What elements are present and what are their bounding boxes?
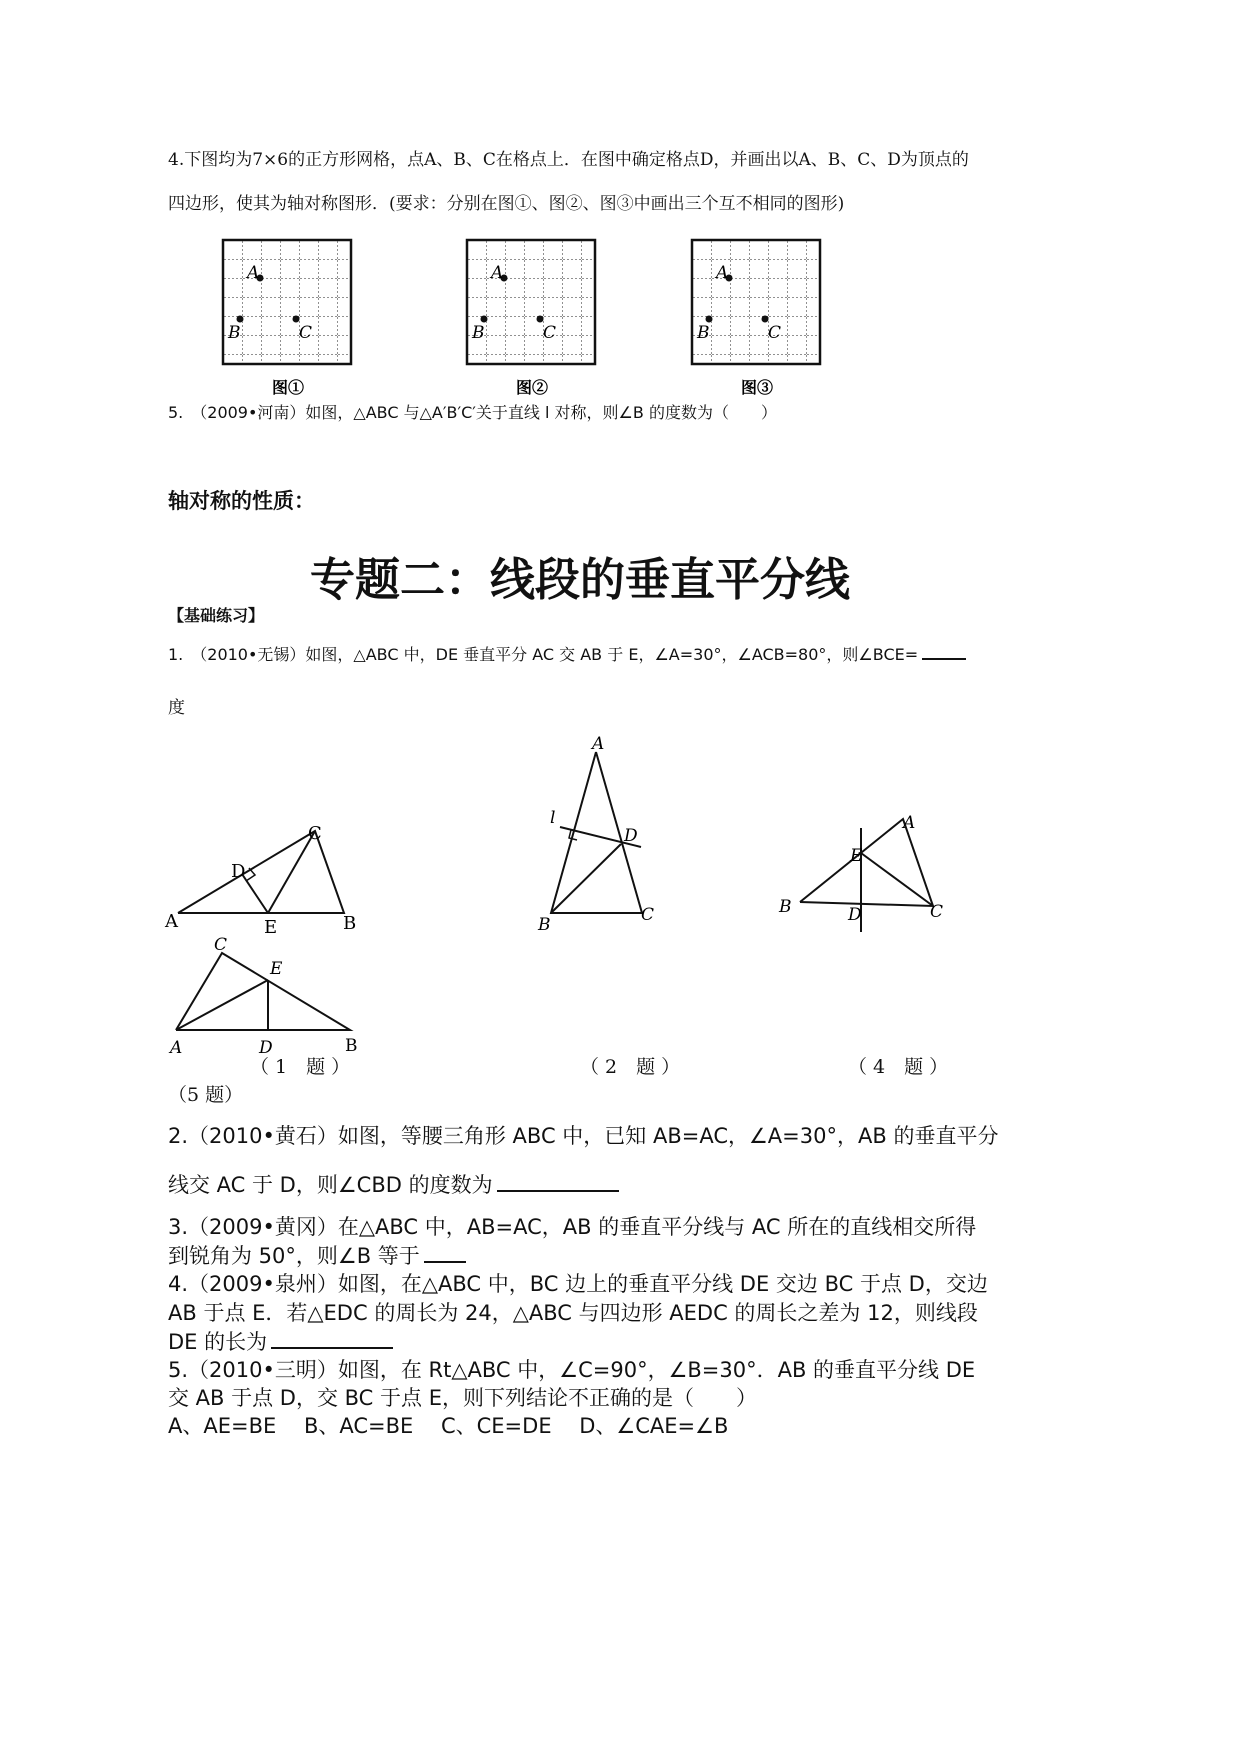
basic-practice-label: 【基础练习】 [168, 606, 265, 625]
ex5-line2: 交 AB 于点 D，交 BC 于点 E，则下列结论不正确的是（ ） [168, 1386, 757, 1410]
ex1-tail: 度 [168, 698, 185, 718]
ex1-question: 1. （2010•无锡）如图，△ABC 中，DE 垂直平分 AC 交 AB 于 E，∠A=30°，∠ACB=80°，则∠BCE= [168, 645, 919, 664]
grid-2 [467, 240, 595, 364]
ex4-line3-wrap [168, 1326, 393, 1356]
g3-label-b: B [697, 323, 710, 343]
caption-4: （ 4 题 ） [848, 1056, 949, 1078]
ex5-line1: 5.（2010•三明）如图，在 Rt△ABC 中，∠C=90°，∠B=30°．AB 的垂直平分线 DE [168, 1358, 976, 1382]
ex3-line1: 3.（2009•黄冈）在△ABC 中，AB=AC，AB 的垂直平分线与 AC 所在的直线相交所得 [168, 1215, 977, 1239]
f1-label-e: E [264, 917, 278, 938]
f5-label-b: B [345, 1036, 358, 1056]
f2-label-b: B [538, 915, 551, 935]
g2-label-a: A [491, 263, 504, 283]
g1-label-a: A [247, 263, 260, 283]
g1-label-c: C [299, 323, 313, 343]
f2-label-l: l [550, 808, 556, 828]
ex2-answer-blank[interactable] [497, 1190, 619, 1192]
f4-label-d: D [848, 905, 862, 925]
grid-caption-3: 图③ [741, 378, 774, 397]
f4-label-b: B [779, 897, 792, 917]
ex2-line1: 2.（2010•黄石）如图，等腰三角形 ABC 中，已知 AB=AC，∠A=30°，AB 的垂直平分 [168, 1124, 999, 1148]
ex4-answer-blank[interactable] [271, 1347, 393, 1349]
f4-label-a: A [903, 813, 916, 833]
ex4-line2: AB 于点 E．若△EDC 的周长为 24，△ABC 与四边形 AEDC 的周长之差为 12，则线段 [168, 1301, 978, 1325]
ex3-line2: 到锐角为 50°，则∠B 等于 [168, 1244, 420, 1268]
f2-label-a: A [592, 734, 605, 754]
f2-label-d: D [624, 826, 638, 846]
ex1-text [168, 642, 966, 665]
ex4-line3: DE 的长为 [168, 1330, 268, 1354]
ex2-line2-wrap [168, 1169, 619, 1199]
q4-line2: 四边形，使其为轴对称图形．(要求：分别在图①、图②、图③中画出三个互不相同的图形) [168, 194, 845, 214]
f1-label-d: D [231, 861, 246, 882]
geometry-figures [160, 730, 960, 1065]
caption-5: （5 题） [168, 1084, 244, 1106]
q4-line1: 4.下图均为7×6的正方形网格，点A、B、C在格点上．在图中确定格点D，并画出以A、B、C、D为顶点的 [168, 150, 969, 170]
f2-label-c: C [641, 905, 655, 925]
g3-label-c: C [768, 323, 782, 343]
f4-label-c: C [930, 902, 944, 922]
f1-label-a: A [165, 911, 178, 932]
g2-label-c: C [543, 323, 557, 343]
f5-label-a: A [170, 1038, 183, 1058]
ex4-line1: 4.（2009•泉州）如图，在△ABC 中，BC 边上的垂直平分线 DE 交边 BC 于点 D，交边 [168, 1272, 988, 1296]
g3-label-a: A [716, 263, 729, 283]
section-heading: 轴对称的性质： [168, 489, 315, 513]
figure-4 [800, 819, 933, 932]
ex1-answer-blank[interactable] [922, 658, 966, 660]
grid-1 [223, 240, 351, 364]
f5-label-c: C [214, 935, 228, 955]
f1-label-b: B [343, 913, 357, 934]
ex2-line2: 线交 AC 于 D，则∠CBD 的度数为 [168, 1173, 493, 1197]
page-title: 专题二：线段的垂直平分线 [310, 553, 851, 606]
grid-3 [692, 240, 820, 364]
grid-caption-2: 图② [516, 378, 549, 397]
grid-figures [160, 225, 860, 400]
f5-label-d: D [259, 1038, 273, 1058]
f5-label-e: E [270, 959, 283, 979]
ex3-answer-blank[interactable] [424, 1261, 466, 1263]
grid-caption-1: 图① [272, 378, 305, 397]
f4-label-e: E [850, 846, 863, 866]
g2-label-b: B [472, 323, 485, 343]
g1-label-b: B [228, 323, 241, 343]
caption-1: （ 1 题 ） [250, 1056, 351, 1078]
f1-label-c: C [308, 823, 322, 844]
q5-symmetry-text: 5. （2009•河南）如图，△ABC 与△A′B′C′关于直线 l 对称，则∠B 的度数为（ ） [168, 403, 777, 422]
figure-5 [176, 953, 350, 1030]
ex3-line2-wrap [168, 1240, 466, 1270]
caption-2: （ 2 题 ） [580, 1056, 681, 1078]
ex5-options: A、AE=BE B、AC=BE C、CE=DE D、∠CAE=∠B [168, 1414, 729, 1438]
